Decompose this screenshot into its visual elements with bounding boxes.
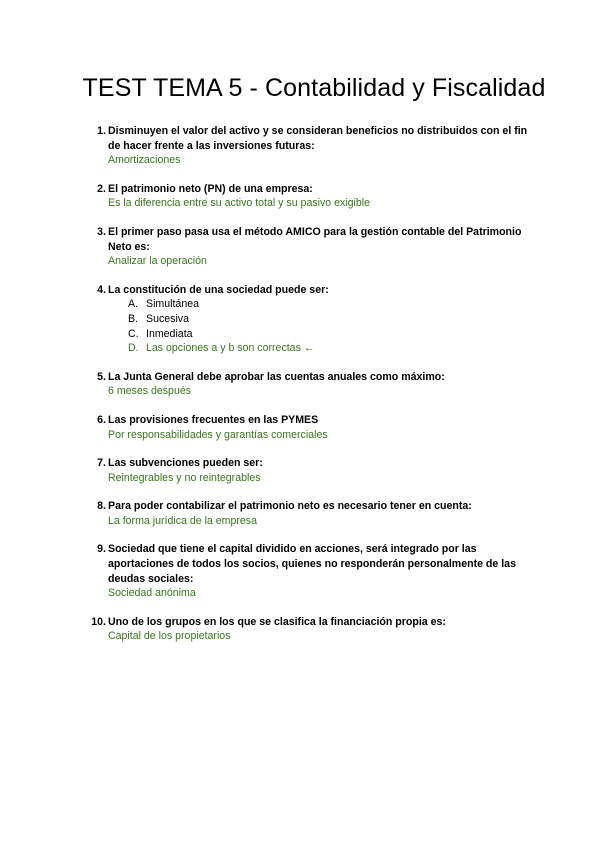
question-answer: Capital de los propietarios (108, 630, 231, 643)
question-7 (88, 456, 528, 485)
question-5 (88, 370, 528, 399)
question-answer: Por responsabilidades y garantías comerciales (108, 428, 328, 441)
question-2 (88, 182, 528, 211)
question-text: Disminuyen el valor del activo y se consideran beneficios no distribuidos con el fin de hacer frente a las inversiones futuras: (108, 125, 528, 152)
question-text: Sociedad que tiene el capital dividido en acciones, será integrado por las aportaciones de todos los socios, quienes no responderán personalmente de las deudas sociales: (108, 543, 516, 585)
question-number: 3. (97, 225, 106, 238)
option-text: Simultánea (146, 298, 199, 311)
question-6 (88, 413, 528, 442)
option-list (108, 297, 528, 355)
option-text: Inmediata (146, 327, 193, 340)
question-number: 1. (97, 125, 106, 137)
question-8 (88, 499, 528, 528)
question-answer: Amortizaciones (108, 154, 181, 167)
question-answer: Sociedad anónima (108, 587, 196, 600)
option-b (128, 312, 528, 327)
question-number: 2. (97, 182, 106, 195)
question-4 (88, 283, 528, 356)
option-letter: D. (128, 342, 139, 355)
question-answer: 6 meses después (108, 385, 192, 398)
question-10 (88, 615, 528, 644)
question-text: Las subvenciones pueden ser: (108, 457, 263, 470)
question-number: 10. (91, 615, 106, 628)
question-number: 4. (97, 283, 106, 296)
question-9 (88, 542, 528, 600)
option-c (128, 327, 528, 342)
question-1 (88, 124, 528, 168)
option-letter: C. (128, 327, 139, 340)
question-answer: La forma jurídica de la empresa (108, 514, 257, 527)
question-answer: Reintegrables y no reintegrables (108, 471, 261, 484)
option-a (128, 297, 528, 312)
option-text: Las opciones a y b son correctas ← (146, 342, 315, 355)
option-text: Sucesiva (146, 312, 189, 325)
question-text: El patrimonio neto (PN) de una empresa: (108, 182, 313, 195)
question-answer: Es la diferencia entre su activo total y su pasivo exigible (108, 197, 371, 210)
question-number: 7. (97, 457, 106, 470)
question-text: Uno de los grupos en los que se clasifica la financiación propia es: (108, 615, 446, 628)
question-list (88, 124, 528, 658)
question-3 (88, 225, 528, 269)
question-number: 5. (97, 370, 106, 383)
question-text: Las provisiones frecuentes en las PYMES (108, 413, 319, 426)
question-number: 8. (97, 500, 106, 513)
option-letter: A. (128, 298, 139, 311)
option-letter: B. (128, 312, 139, 325)
question-number: 9. (97, 543, 106, 556)
question-number: 6. (97, 413, 106, 426)
question-answer: Analizar la operación (108, 255, 207, 268)
question-text: El primer paso pasa usa el método AMICO para la gestión contable del Patrimonio Neto es: (108, 225, 522, 253)
question-text: La constitución de una sociedad puede ser: (108, 283, 329, 296)
question-text: La Junta General debe aprobar las cuentas anuales como máximo: (108, 370, 445, 383)
question-text: Para poder contabilizar el patrimonio neto es necesario tener en cuenta: (108, 500, 472, 513)
page-title: TEST TEMA 5 - Contabilidad y Fiscalidad (82, 74, 546, 102)
option-d-correct (128, 341, 528, 356)
